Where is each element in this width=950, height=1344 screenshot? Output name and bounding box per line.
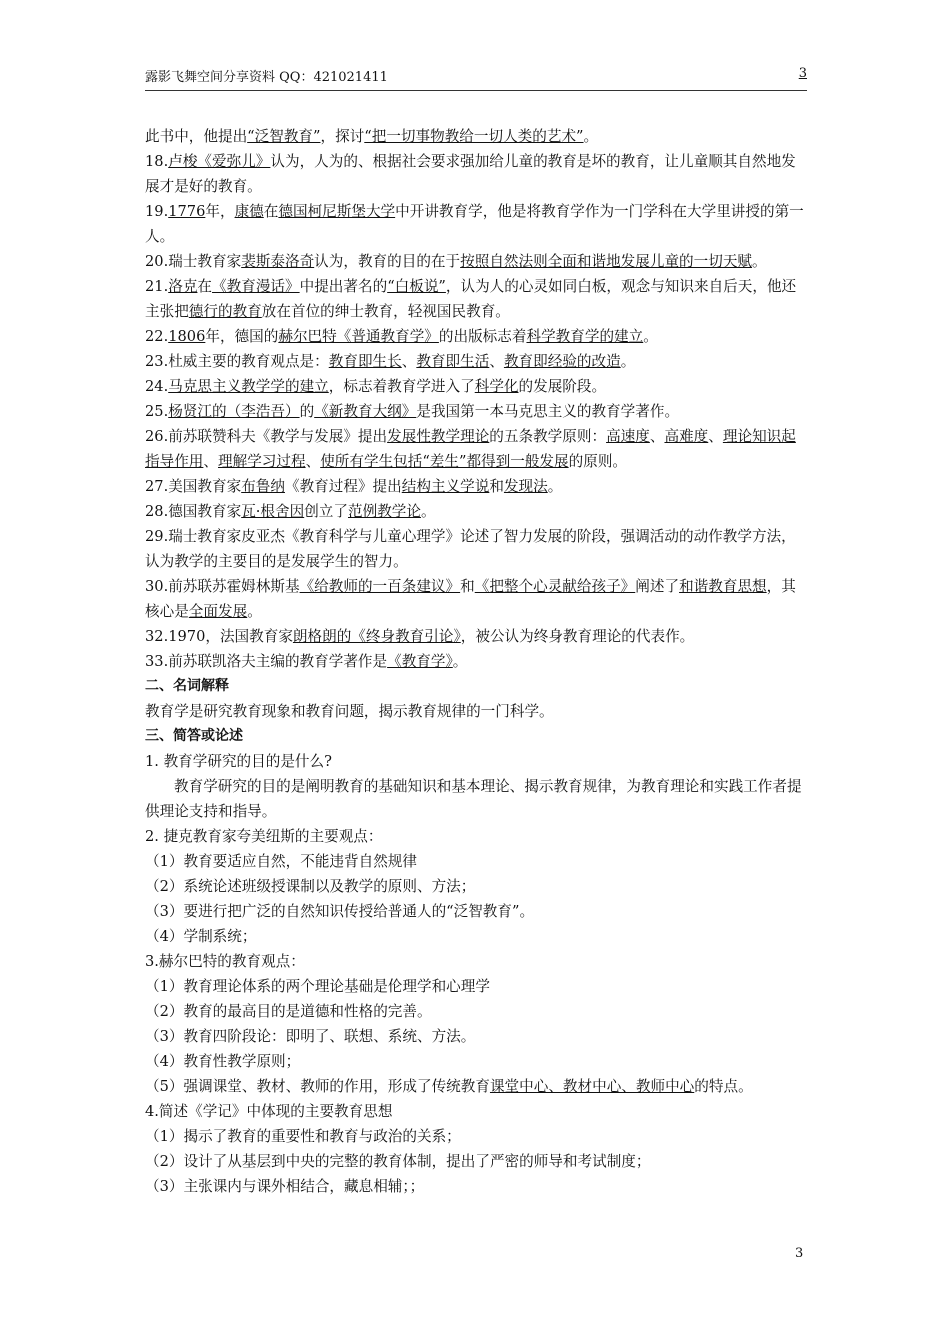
text-segment: 教育学是研究教育现象和教育问题，揭示教育规律的一门科学。 [145, 703, 554, 720]
text-segment: 、 [203, 453, 218, 470]
text-line [145, 1024, 807, 1049]
text-segment: 的特点。 [694, 1078, 753, 1095]
underlined-term: 《新教育大纲》 [314, 403, 417, 420]
text-line [145, 999, 807, 1024]
text-segment: 23.杜威主要的教育观点是： [145, 353, 329, 370]
text-segment: ，探讨 [320, 128, 365, 145]
underlined-term: 使所有学生包括“差生”都得到一般发展 [320, 453, 569, 470]
text-segment: 3.赫尔巴特的教育观点： [145, 953, 305, 970]
footer-page-number: 3 [795, 1246, 804, 1261]
underlined-term: 朗格朗的《终身教育引论》 [292, 628, 461, 645]
underlined-term: 德行的教育 [188, 303, 262, 320]
underlined-term: 德国柯尼斯堡大学 [278, 203, 396, 220]
text-segment: （3）要进行把广泛的自然知识传授给普通人的“泛智教育”。 [145, 903, 535, 920]
text-segment: 19. [145, 203, 169, 220]
text-segment: 30.前苏联苏霍姆林斯基 [145, 578, 300, 595]
text-segment: 此书中，他提出 [145, 128, 248, 145]
header-page-number: 3 [798, 66, 807, 81]
underlined-term: 高难度 [664, 428, 709, 445]
text-segment: （4）教育性教学原则； [145, 1053, 301, 1070]
text-line [145, 774, 807, 824]
text-segment: 和 [460, 578, 475, 595]
text-segment: 年，德国的 [205, 328, 279, 345]
text-segment: ，其核心是 [145, 578, 796, 620]
text-segment: 的发展阶段。 [518, 378, 607, 395]
text-line [145, 924, 807, 949]
text-segment: 29.瑞士教育家皮亚杰《教育科学与儿童心理学》论述了智力发展的阶段，强调活动的动作教学方法，认为教学的主要目的是发展学生的智力。 [145, 528, 796, 570]
text-segment: 的 [299, 403, 315, 420]
text-segment: 教育学研究的目的是阐明教育的基础知识和基本理论、揭示教育规律，为教育理论和实践工作者提供理论支持和指导。 [145, 778, 802, 820]
text-line [145, 974, 807, 999]
text-line [145, 424, 807, 474]
heading-text: 三、简答或论述 [145, 728, 243, 744]
text-line [145, 699, 807, 724]
underlined-term: 布鲁纳 [241, 478, 285, 495]
text-segment: 32.1970，法国教育家 [145, 628, 293, 645]
underlined-term: 《教育学》 [387, 653, 453, 670]
text-segment: 。 [752, 253, 767, 270]
text-segment: （4）学制系统； [145, 928, 257, 945]
text-line [145, 1149, 807, 1174]
header-source: 露影飞舞空间分享资料 QQ：421021411 [145, 70, 388, 85]
text-segment: 22. [145, 328, 169, 345]
text-segment: 是我国第一本马克思主义的教育学著作。 [416, 403, 680, 420]
text-segment: 、 [401, 353, 417, 370]
text-segment: （2）系统论述班级授课制以及教学的原则、方法； [145, 878, 476, 895]
page-header [145, 64, 807, 91]
underlined-term: 康德 [234, 203, 264, 220]
underlined-term: 发现法 [503, 478, 548, 495]
underlined-term: 裴斯泰洛奇 [241, 253, 315, 270]
text-line [145, 574, 807, 624]
underlined-term: 结构主义学说 [401, 478, 490, 495]
underlined-term: 全面发展 [188, 603, 248, 620]
text-line [145, 874, 807, 899]
text-segment: 26.前苏联赞科夫《教学与发展》提出 [145, 428, 388, 445]
underlined-term: 理解学习过程 [218, 453, 306, 470]
text-line [145, 749, 807, 774]
text-line [145, 1049, 807, 1074]
text-line [145, 474, 807, 499]
text-line [145, 824, 807, 849]
text-segment: 在 [263, 203, 279, 220]
text-line [145, 1174, 807, 1199]
underlined-term: 1776 [168, 203, 206, 220]
underlined-term: “把一切事物教给一切人类的艺术” [364, 128, 584, 145]
text-segment: 。 [420, 503, 436, 520]
document-body [145, 124, 807, 1199]
text-segment: 18. [145, 153, 169, 170]
text-line [145, 949, 807, 974]
text-segment: （1）揭示了教育的重要性和教育与政治的关系； [145, 1128, 461, 1145]
heading-text: 二、名词解释 [145, 678, 229, 694]
underlined-term: 《把整个心灵献给孩子》 [474, 578, 636, 595]
text-segment: 。 [643, 328, 658, 345]
text-line [145, 249, 807, 274]
text-line [145, 849, 807, 874]
text-segment: 认为，教育的目的在于 [314, 253, 461, 270]
text-segment: 的五条教学原则： [489, 428, 607, 445]
text-segment: 中提出著名的 [299, 278, 388, 295]
section-heading [145, 674, 807, 699]
underlined-term: 赫尔巴特《普通教育学》 [278, 328, 439, 345]
text-segment: 。 [247, 603, 262, 620]
text-segment: （1）教育要适应自然，不能违背自然规律 [145, 853, 417, 870]
text-segment: 33.前苏联凯洛夫主编的教育学著作是 [145, 653, 388, 670]
text-segment: 在 [197, 278, 213, 295]
text-line [145, 624, 807, 649]
text-segment: 和 [489, 478, 504, 495]
text-segment: ，被公认为终身教育理论的代表作。 [460, 628, 695, 645]
underlined-term: 教育即生长 [328, 353, 402, 370]
text-line [145, 1074, 807, 1099]
underlined-term: 按照自然法则全面和谐地发展儿童的一切天赋 [460, 253, 753, 270]
text-line [145, 524, 807, 574]
text-segment: 1. 教育学研究的目的是什么? [145, 753, 332, 770]
text-segment: 。 [547, 478, 563, 495]
underlined-term: 卢梭《爱弥儿》 [168, 153, 271, 170]
text-segment: 。 [452, 653, 468, 670]
text-line [145, 1124, 807, 1149]
text-segment: 创立了 [304, 503, 348, 520]
text-line [145, 124, 807, 149]
underlined-term: 课堂中心、教材中心、教师中心 [489, 1078, 695, 1095]
text-line [145, 274, 807, 324]
text-line [145, 499, 807, 524]
underlined-term: 范例教学论 [348, 503, 421, 520]
text-segment: 25. [145, 403, 169, 420]
text-segment: 的出版标志着 [438, 328, 527, 345]
text-segment: 、 [649, 428, 665, 445]
text-segment: 20.瑞士教育家 [145, 253, 242, 270]
underlined-term: 杨贤江的（李浩吾） [168, 403, 300, 420]
text-line [145, 324, 807, 349]
underlined-term: 瓦·根舍因 [241, 503, 305, 520]
text-segment: 21. [145, 278, 169, 295]
underlined-term: 高速度 [606, 428, 650, 445]
text-segment: ，标志着教育学进入了 [328, 378, 475, 395]
underlined-term: 教育即经验的改造 [503, 353, 621, 370]
underlined-term: 马克思主义教学学的建立 [168, 378, 329, 395]
text-segment: 放在首位的绅士教育，轻视国民教育。 [261, 303, 510, 320]
text-line [145, 199, 807, 249]
text-segment: 4.简述《学记》中体现的主要教育思想 [145, 1103, 393, 1120]
underlined-term: 科学教育学的建立 [526, 328, 644, 345]
text-segment: （5）强调课堂、教材、教师的作用，形成了传统教育 [145, 1078, 490, 1095]
text-segment: 。 [583, 128, 599, 145]
text-segment: （3）主张课内与课外相结合，藏息相辅；； [145, 1178, 425, 1195]
underlined-term: “泛智教育” [247, 128, 321, 145]
underlined-term: 理论知识起指导作用 [145, 428, 796, 470]
text-segment: 中开讲教育学，他是将教育学作为一门学科在大学里讲授的第一人。 [145, 203, 804, 245]
text-segment: （2）设计了从基层到中央的完整的教育体制，提出了严密的师导和考试制度； [145, 1153, 651, 1170]
text-segment: 年， [205, 203, 235, 220]
text-segment: 。 [620, 353, 636, 370]
text-segment: 认为，人为的、根据社会要求强加给儿童的教育是坏的教育，让儿童顺其自然地发展才是好的教育。 [145, 153, 796, 195]
text-segment: 的原则。 [568, 453, 628, 470]
text-segment: 阐述了 [635, 578, 680, 595]
underlined-term: 发展性教学理论 [387, 428, 490, 445]
text-segment: 《教育过程》提出 [284, 478, 402, 495]
underlined-term: 1806 [168, 328, 206, 345]
underlined-term: 《给教师的一百条建议》 [299, 578, 461, 595]
text-segment: 、 [305, 453, 321, 470]
text-line [145, 149, 807, 199]
text-line [145, 399, 807, 424]
text-line [145, 899, 807, 924]
text-segment: （2）教育的最高目的是道德和性格的完善。 [145, 1003, 432, 1020]
underlined-term: 和谐教育思想 [679, 578, 767, 595]
text-segment: 27.美国教育家 [145, 478, 242, 495]
text-segment: 24. [145, 378, 169, 395]
text-segment: （1）教育理论体系的两个理论基础是伦理学和心理学 [145, 978, 490, 995]
section-heading [145, 724, 807, 749]
underlined-term: “白板说” [387, 278, 446, 295]
underlined-term: 教育即生活 [416, 353, 490, 370]
text-segment: 、 [708, 428, 723, 445]
text-line [145, 349, 807, 374]
text-line [145, 649, 807, 674]
text-segment: （3）教育四阶段论：即明了、联想、系统、方法。 [145, 1028, 476, 1045]
text-segment: ，认为人的心灵如同白板，观念与知识来自后天，他还主张把 [145, 278, 797, 320]
underlined-term: 《教育漫话》 [212, 278, 300, 295]
text-segment: 、 [489, 353, 504, 370]
underlined-term: 洛克 [168, 278, 198, 295]
text-line [145, 1099, 807, 1124]
text-segment: 28.德国教育家 [145, 503, 242, 520]
underlined-term: 科学化 [474, 378, 519, 395]
text-segment: 2. 捷克教育家夸美纽斯的主要观点： [145, 828, 383, 845]
text-line [145, 374, 807, 399]
